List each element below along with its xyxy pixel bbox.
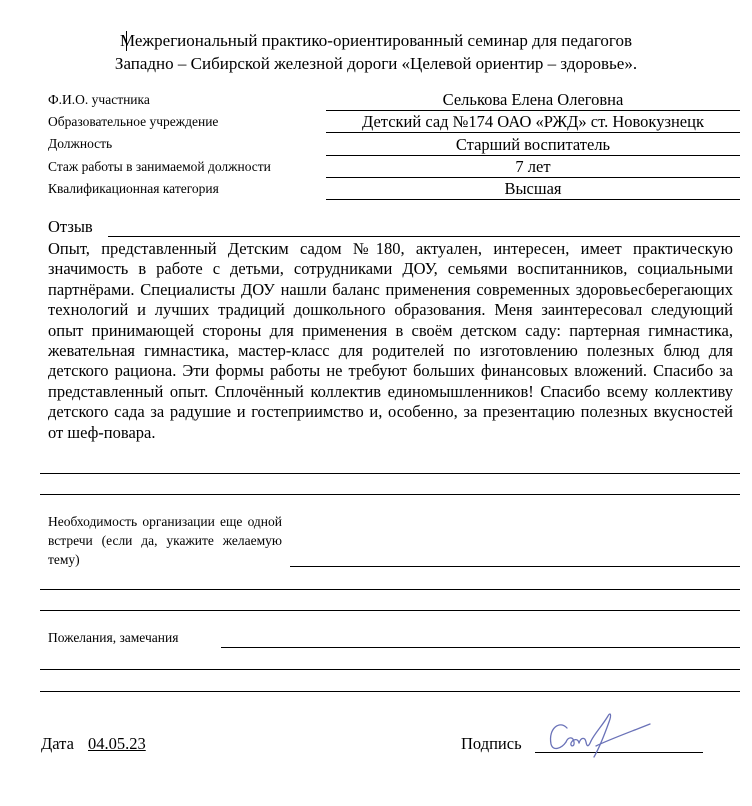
review-underline-first	[108, 236, 740, 237]
org-underline	[326, 132, 740, 133]
fio-value[interactable]: Селькова Елена Олеговна	[442, 90, 624, 109]
fio-label: Ф.И.О. участника	[48, 92, 150, 107]
position-label: Должность	[48, 136, 113, 151]
header-title-line-2: Западно – Сибирской железной дороги «Целевой ориентир – здоровье».	[114, 54, 638, 73]
meeting-blank-line-1[interactable]	[40, 589, 740, 590]
org-label: Образовательное учреждение	[48, 114, 219, 129]
experience-label: Стаж работы в занимаемой должности	[48, 159, 271, 174]
review-label: Отзыв	[48, 217, 93, 236]
position-underline	[326, 155, 740, 156]
review-text[interactable]: Опыт, представленный Детским садом №180, актуален, интересен, имеет практическую значимость в работе с детьми, сотрудниками ДОУ, семьями воспитанников, социальными партнёрами. Специалисты ДОУ нашли баланс применения современных здоровьесберегающих технологий и лучших традиций дошкольного образования. Меня заинтересовал следующий опыт принимающей стороны для применения в своём детском саду: партерная гимнастика, жевательная гимнастика, мастер-класс для родителей по изготовлению полезных блюд для детского рациона. Эти формы работы не требуют больших финансовых вложений. Спасибо за представленный опыт. Сплочённый коллектив единомышленников! Спасибо всему коллективу детского сада за радушие и гостеприимство и, особенно, за презентацию полезных вкусностей от шеф-повара.	[48, 239, 733, 442]
meeting-blank-line-2[interactable]	[40, 610, 740, 611]
wishes-label: Пожелания, замечания	[48, 630, 179, 645]
category-underline	[326, 199, 740, 200]
date-value[interactable]: 04.05.23	[88, 734, 146, 753]
signature-label: Подпись	[461, 734, 522, 753]
fio-underline	[326, 110, 740, 111]
wishes-blank-line-1[interactable]	[40, 669, 740, 670]
category-value[interactable]: Высшая	[504, 179, 562, 198]
experience-underline	[326, 177, 740, 178]
meeting-answer-line[interactable]	[290, 566, 740, 567]
review-underline-last	[40, 473, 740, 474]
category-label: Квалификационная категория	[48, 181, 219, 196]
wishes-answer-line[interactable]	[221, 647, 740, 648]
date-label: Дата	[41, 734, 74, 753]
signature-image	[540, 706, 660, 762]
experience-value[interactable]: 7 лет	[515, 157, 551, 176]
review-blank-line	[40, 494, 740, 495]
header-title-line-1: Межрегиональный практико-ориентированный семинар для педагогов	[119, 31, 633, 50]
wishes-blank-line-2[interactable]	[40, 691, 740, 692]
meeting-label: Необходимость организации еще одной встречи (если да, укажите желаемую тему)	[48, 514, 282, 567]
position-value[interactable]: Старший воспитатель	[455, 135, 611, 154]
org-value[interactable]: Детский сад №174 ОАО «РЖД» ст. Новокузнецк	[362, 112, 704, 131]
